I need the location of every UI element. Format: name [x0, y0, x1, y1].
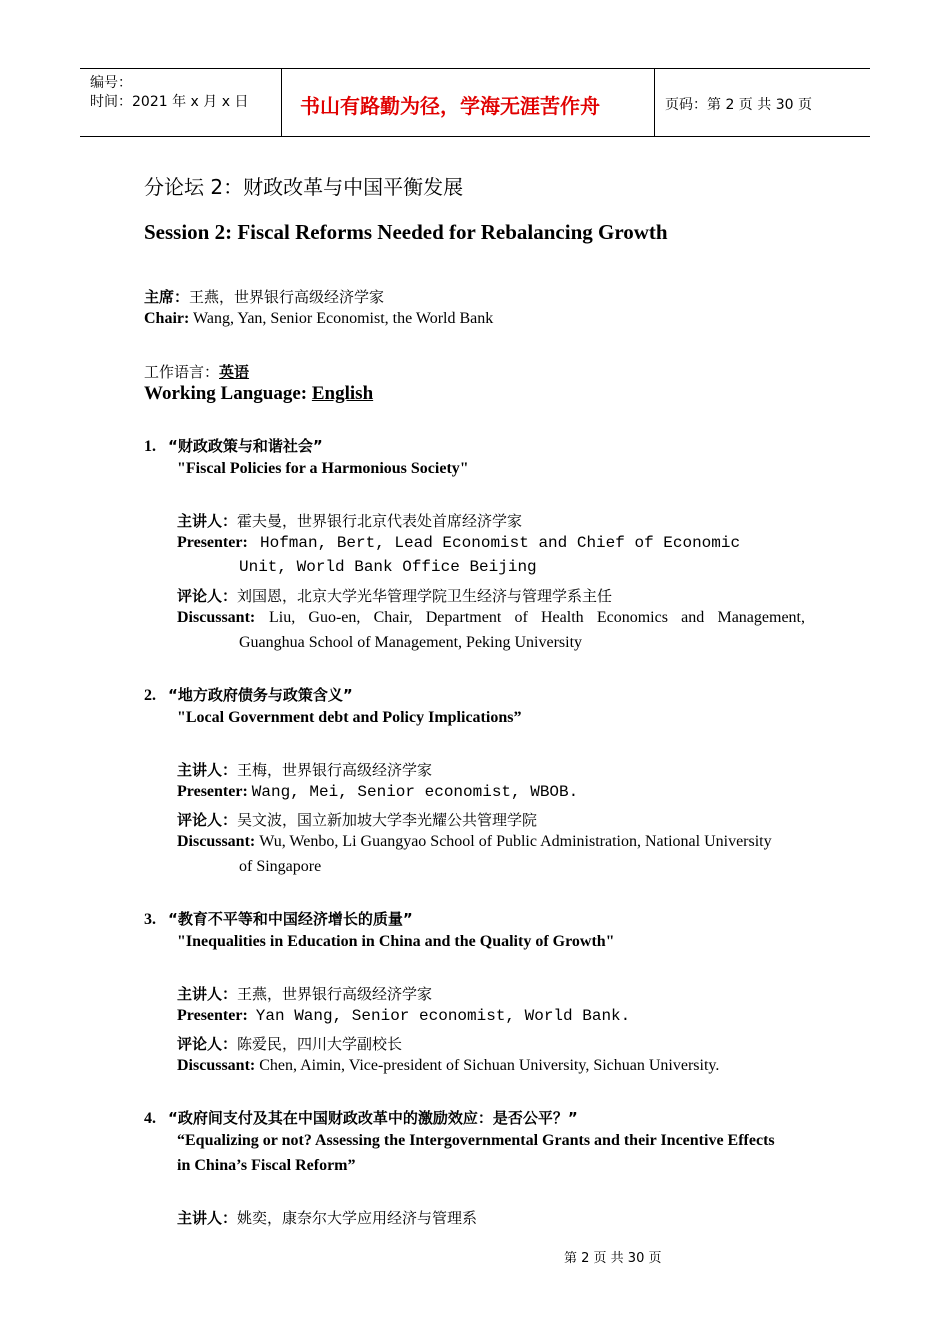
presenter-cn: 王燕，世界银行高级经济学家 [237, 985, 433, 1003]
presenter-label-cn: 主讲人： [177, 512, 238, 530]
language-label-en: Working Language: [144, 383, 312, 404]
presenter-label-cn: 主讲人： [177, 761, 238, 779]
discussant-cn: 刘国恩，北京大学光华管理学院卫生经济与管理学系主任 [237, 587, 613, 605]
talk-2-presenter-en [177, 783, 578, 801]
language-en [144, 383, 373, 405]
talk-1-presenter-en-line2: Unit, World Bank Office Beijing [239, 558, 537, 576]
talk-4-title-en-line2: in China’s Fiscal Reform” [177, 1157, 356, 1174]
presenter-en-line1: Wang, Mei, Senior economist, WBOB. [251, 783, 579, 801]
talk-1-presenter-en [177, 534, 741, 552]
discussant-label-en: Discussant: [177, 1057, 256, 1074]
talk-title-cn: “财政政策与和谐社会” [168, 437, 323, 455]
page-header [80, 68, 870, 137]
discussant-label-en: Discussant: [177, 609, 256, 626]
presenter-en-line1: Hofman, Bert, Lead Economist and Chief of Economic [260, 534, 741, 552]
talk-1-presenter-cn [177, 510, 522, 531]
presenter-label-en: Presenter: [177, 534, 248, 551]
discussant-cn: 陈爱民，四川大学副校长 [237, 1035, 403, 1053]
talk-number: 1. [144, 438, 156, 455]
session-title-cn: 分论坛 2：财政改革与中国平衡发展 [144, 175, 464, 199]
talk-2-title-en: "Local Government debt and Policy Implications” [177, 709, 522, 726]
language-cn [144, 361, 249, 382]
talk-number: 4. [144, 1110, 156, 1127]
chair-value-cn: 王燕，世界银行高级经济学家 [189, 288, 385, 306]
chair-value-en: Wang, Yan, Senior Economist, the World Bank [189, 310, 494, 327]
language-label-cn: 工作语言： [144, 363, 220, 381]
discussant-label-cn: 评论人： [177, 811, 238, 829]
talk-number: 2. [144, 687, 156, 704]
presenter-cn: 霍夫曼，世界银行北京代表处首席经济学家 [237, 512, 523, 530]
header-page-info: 页码：第 2 页 共 30 页 [665, 97, 812, 113]
presenter-cn: 王梅，世界银行高级经济学家 [237, 761, 433, 779]
talk-4-presenter-cn [177, 1207, 477, 1228]
talk-3-title-en: "Inequalities in Education in China and the Quality of Growth" [177, 933, 615, 950]
session-title-en: Session 2: Fiscal Reforms Needed for Rebalancing Growth [144, 220, 668, 244]
presenter-en-line1: Yan Wang, Senior economist, World Bank. [255, 1007, 631, 1025]
talk-title-cn: “地方政府债务与政策含义” [168, 686, 353, 704]
discussant-label-cn: 评论人： [177, 587, 238, 605]
chair-cn [144, 286, 384, 307]
discussant-en-line1: Wu, Wenbo, Li Guangyao School of Public Administration, National University [259, 833, 772, 850]
page-footer: 第 2 页 共 30 页 [564, 1251, 662, 1266]
talk-2-discussant-en [177, 833, 772, 851]
talk-3-title-cn [144, 908, 413, 929]
chair-en [144, 310, 493, 328]
header-motto: 书山有路勤为径，学海无涯苦作舟 [300, 94, 600, 118]
talk-1-discussant-en [177, 609, 805, 627]
talk-title-cn: “教育不平等和中国经济增长的质量” [168, 910, 413, 928]
presenter-label-cn: 主讲人： [177, 1209, 238, 1227]
header-info-cell [80, 69, 282, 136]
presenter-cn: 姚奕，康奈尔大学应用经济与管理系 [237, 1209, 478, 1227]
chair-label-cn: 主席： [144, 288, 190, 306]
discussant-cn: 吴文波，国立新加坡大学李光耀公共管理学院 [237, 811, 538, 829]
talk-1-title-en: "Fiscal Policies for a Harmonious Society" [177, 460, 469, 477]
presenter-label-en: Presenter: [177, 783, 248, 800]
discussant-en-line1: Chen, Aimin, Vice-president of Sichuan University, Sichuan University. [259, 1057, 720, 1074]
talk-3-presenter-cn [177, 983, 432, 1004]
talk-1-discussant-en-line2: Guanghua School of Management, Peking University [239, 634, 583, 651]
doc-number-label: 编号： [90, 75, 132, 91]
talk-4-title-cn [144, 1107, 578, 1128]
talk-title-cn: “政府间支付及其在中国财政改革中的激励效应：是否公平？” [168, 1109, 578, 1127]
talk-3-presenter-en [177, 1007, 630, 1025]
discussant-en-line1: Liu, Guo-en, Chair, Department of Health Economics and Management, [269, 609, 805, 626]
header-page-cell [655, 69, 870, 136]
talk-1-discussant-cn [177, 585, 612, 606]
talk-1-title-cn [144, 435, 323, 456]
talk-3-discussant-en [177, 1057, 719, 1075]
language-value-en: English [311, 383, 374, 404]
doc-date: 时间：2021 年 x 月 x 日 [90, 94, 249, 110]
discussant-label-en: Discussant: [177, 833, 256, 850]
presenter-label-cn: 主讲人： [177, 985, 238, 1003]
talk-2-discussant-cn [177, 809, 537, 830]
language-value-cn: 英语 [219, 363, 250, 381]
talk-3-discussant-cn [177, 1033, 402, 1054]
talk-2-presenter-cn [177, 759, 432, 780]
talk-2-title-cn [144, 684, 353, 705]
talk-number: 3. [144, 911, 156, 928]
chair-label-en: Chair: [144, 310, 190, 327]
presenter-label-en: Presenter: [177, 1007, 248, 1024]
header-motto-cell [282, 69, 655, 136]
talk-2-discussant-en-line2: of Singapore [239, 858, 322, 875]
talk-4-title-en-line1: “Equalizing or not? Assessing the Intergovernmental Grants and their Incentive Effects [177, 1132, 775, 1149]
discussant-label-cn: 评论人： [177, 1035, 238, 1053]
